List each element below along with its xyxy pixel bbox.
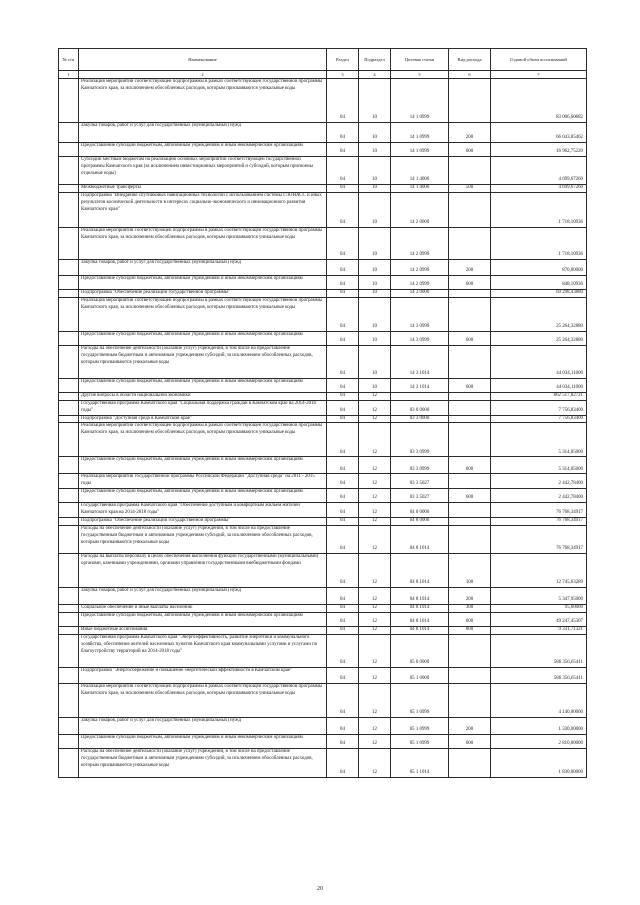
table-row [59, 525, 587, 553]
cell-podrazdel: 12 [359, 400, 391, 415]
header-podrazdel: Подраздел [359, 49, 391, 71]
cell-number [59, 143, 79, 157]
table-row [59, 553, 587, 587]
cell-number [59, 717, 79, 734]
cell-razdel: 04 [327, 143, 359, 157]
cell-sum: 44 034,11000 [491, 345, 587, 378]
cell-target-article: 03 3 0999 [391, 423, 449, 457]
header-expense-type: Вид расхода [449, 49, 491, 71]
cell-name: Предоставление субсидий бюджетным, автономным учреждениям и иным некоммерческим организациям [79, 331, 327, 345]
table-row [59, 259, 587, 275]
cell-razdel: 04 [327, 275, 359, 289]
cell-name: Предоставление субсидий бюджетным, автономным учреждениям и иным некоммерческим организациям [79, 143, 327, 157]
cell-name: Предоставление субсидий бюджетным, автономным учреждениям и иным некоммерческим организациям [79, 734, 327, 748]
cell-podrazdel: 12 [359, 474, 391, 489]
cell-sum: 1 830,00000 [491, 748, 587, 777]
cell-razdel: 04 [327, 748, 359, 777]
cell-number [59, 503, 79, 518]
cell-podrazdel: 12 [359, 518, 391, 526]
cell-sum: 69 298,43880 [491, 289, 587, 297]
cell-name: Реализация мероприятий соответствующей подпрограммы в рамках соответствующей государственной программы Камчатского края, за исключением обособленных расходов, которым присваиваются уникальные коды [79, 79, 327, 123]
cell-name: Предоставление субсидий бюджетным, автономным учреждениям и иным некоммерческим организациям [79, 612, 327, 626]
cell-sum: 44 034,11000 [491, 378, 587, 392]
cell-number [59, 518, 79, 526]
cell-name: Другие вопросы в области национальной экономики [79, 392, 327, 400]
header-col-number-6: 6 [449, 71, 491, 79]
cell-sum: 5 314,05000 [491, 423, 587, 457]
cell-expense-type: 600 [449, 734, 491, 748]
cell-name: Расходы на обеспечение деятельности (оказание услуг) учреждений, в том числе на предоставление государственным бюджетным и автономным учреждениям субсидий, за исключением обособленных расходов, которым присваиваются уникальные коды [79, 345, 327, 378]
cell-name: Реализация мероприятий государственной программы Российской Федерации "Доступная среда" на 2011 - 2015 годы [79, 474, 327, 489]
cell-number [59, 683, 79, 717]
cell-sum: 7 756,83400 [491, 400, 587, 415]
cell-sum: 49 247,45307 [491, 612, 587, 626]
cell-razdel: 04 [327, 518, 359, 526]
table-row [59, 626, 587, 634]
cell-expense-type [449, 683, 491, 717]
table-row [59, 157, 587, 185]
cell-sum: 12 745,63289 [491, 553, 587, 587]
cell-expense-type: 600 [449, 457, 491, 474]
cell-sum: 4 140,00000 [491, 683, 587, 717]
cell-sum: 4 699,67260 [491, 185, 587, 193]
header-num: № п/п [59, 49, 79, 71]
table-row [59, 474, 587, 489]
cell-podrazdel: 12 [359, 587, 391, 604]
cell-expense-type: 200 [449, 259, 491, 275]
cell-name: Подпрограмма "Внедрение спутниковых навигационных технологий с использованием системы ГЛОНАСС и иных результатов космической деятельности в интересах социально-экономического и инновационного развития Камчатского края" [79, 192, 327, 227]
cell-target-article: 04 8 1014 [391, 553, 449, 587]
cell-razdel: 04 [327, 717, 359, 734]
cell-expense-type [449, 297, 491, 331]
cell-razdel: 04 [327, 378, 359, 392]
table-row [59, 392, 587, 400]
cell-name: Государственная программа Камчатского края "Энергоэффективность, развитие энергетики и коммунального хозяйства, обеспечение жителей населенных пунктов Камчатского края коммунальными услугами и услугами по благоустройству территорий на 2014-2018 годы" [79, 634, 327, 667]
cell-name: Подпрограмма "Обеспечение реализации государственной программы" [79, 518, 327, 526]
cell-expense-type: 600 [449, 331, 491, 345]
cell-name: Расходы на обеспечение деятельности (оказание услуг) учреждений, в том числе на предоставление государственным бюджетным и автономным учреждениям субсидий, за исключением обособленных расходов, которым присваиваются уникальные коды [79, 525, 327, 553]
cell-expense-type: 600 [449, 612, 491, 626]
header-col-number-1: 1 [59, 71, 79, 79]
cell-podrazdel: 12 [359, 457, 391, 474]
cell-razdel: 04 [327, 259, 359, 275]
cell-target-article: 14 2 0999 [391, 275, 449, 289]
table-row [59, 143, 587, 157]
cell-sum: 2 442,78400 [491, 474, 587, 489]
cell-number [59, 123, 79, 143]
cell-razdel: 04 [327, 392, 359, 400]
cell-expense-type [449, 474, 491, 489]
cell-sum: 76 768,34917 [491, 525, 587, 553]
cell-number [59, 626, 79, 634]
table-header [59, 49, 587, 79]
header-col-number-4: 4 [359, 71, 391, 79]
table-row [59, 345, 587, 378]
cell-target-article: 05 1 0999 [391, 683, 449, 717]
cell-name: Закупка товаров, работ и услуг для государственных (муниципальных) нужд [79, 587, 327, 604]
cell-podrazdel: 10 [359, 378, 391, 392]
table-row [59, 297, 587, 331]
cell-razdel: 04 [327, 612, 359, 626]
cell-razdel: 04 [327, 489, 359, 503]
cell-name: Иные бюджетные ассигнования [79, 626, 327, 634]
cell-expense-type [449, 400, 491, 415]
table-row [59, 734, 587, 748]
cell-razdel: 04 [327, 667, 359, 683]
table-row [59, 612, 587, 626]
cell-expense-type: 200 [449, 123, 491, 143]
table-row [59, 423, 587, 457]
cell-podrazdel: 12 [359, 734, 391, 748]
header-razdel: Раздел [327, 49, 359, 71]
cell-number [59, 331, 79, 345]
cell-expense-type [449, 392, 491, 400]
cell-name: Предоставление субсидий бюджетным, автономным учреждениям и иным некоммерческим организациям [79, 457, 327, 474]
cell-name: Субсидии местным бюджетам на реализацию основных мероприятий соответствующей государственной программы Камчатского края (за исключением инвестиционных мероприятий и субсидий, которым присвоены отдельные коды) [79, 157, 327, 185]
cell-name: Расходы на обеспечение деятельности (оказание услуг) учреждений, в том числе на предоставление государственным бюджетным и автономным учреждениям субсидий, за исключением обособленных расходов, которым присваиваются уникальные коды [79, 748, 327, 777]
table-body [59, 79, 587, 778]
cell-razdel: 04 [327, 626, 359, 634]
cell-podrazdel: 12 [359, 415, 391, 423]
cell-podrazdel: 12 [359, 626, 391, 634]
cell-razdel: 04 [327, 227, 359, 259]
table-row [59, 634, 587, 667]
cell-number [59, 612, 79, 626]
cell-number [59, 423, 79, 457]
cell-podrazdel: 12 [359, 667, 391, 683]
cell-expense-type [449, 518, 491, 526]
cell-sum: 5 347,95000 [491, 587, 587, 604]
cell-expense-type [449, 503, 491, 518]
page-number: 20 [317, 886, 323, 892]
cell-target-article: 14 3 0999 [391, 297, 449, 331]
cell-target-article: 14 3 0999 [391, 331, 449, 345]
cell-podrazdel: 10 [359, 123, 391, 143]
cell-razdel: 04 [327, 289, 359, 297]
cell-razdel: 04 [327, 525, 359, 553]
cell-podrazdel: 10 [359, 185, 391, 193]
cell-razdel: 04 [327, 474, 359, 489]
cell-podrazdel: 10 [359, 331, 391, 345]
cell-expense-type: 600 [449, 489, 491, 503]
cell-expense-type: 600 [449, 143, 491, 157]
cell-expense-type [449, 415, 491, 423]
cell-number [59, 400, 79, 415]
table-row [59, 79, 587, 123]
cell-sum: 848,10936 [491, 275, 587, 289]
cell-number [59, 192, 79, 227]
table-row [59, 192, 587, 227]
cell-target-article [391, 392, 449, 400]
cell-number [59, 553, 79, 587]
cell-target-article: 04 0 0000 [391, 503, 449, 518]
cell-sum: 76 768,34917 [491, 518, 587, 526]
cell-number [59, 345, 79, 378]
cell-podrazdel: 10 [359, 297, 391, 331]
cell-target-article: 04 8 1014 [391, 525, 449, 553]
cell-target-article: 14 1 0999 [391, 143, 449, 157]
cell-expense-type [449, 79, 491, 123]
cell-name: Государственная программа Камчатского края "Обеспечение доступным и комфортным жильем жителей Камчатского края на 2014-2018 годы" [79, 503, 327, 518]
cell-number [59, 667, 79, 683]
cell-target-article: 14 3 1014 [391, 345, 449, 378]
cell-target-article: 04 8 0000 [391, 518, 449, 526]
header-col-number-3: 3 [327, 71, 359, 79]
cell-target-article: 14 1 4006 [391, 157, 449, 185]
cell-target-article: 14 2 0999 [391, 259, 449, 275]
table-row [59, 748, 587, 777]
cell-name: Закупка товаров, работ и услуг для государственных (муниципальных) нужд [79, 717, 327, 734]
cell-podrazdel: 10 [359, 259, 391, 275]
cell-podrazdel: 12 [359, 423, 391, 457]
cell-sum: 5 314,05000 [491, 457, 587, 474]
cell-target-article: 14 2 0999 [391, 227, 449, 259]
cell-razdel: 04 [327, 683, 359, 717]
cell-razdel: 04 [327, 185, 359, 193]
cell-podrazdel: 10 [359, 289, 391, 297]
cell-sum: 2 810,00000 [491, 734, 587, 748]
table-row [59, 518, 587, 526]
cell-expense-type: 600 [449, 275, 491, 289]
cell-name: Подпрограмма "Обеспечение реализации государственной программы" [79, 289, 327, 297]
cell-expense-type [449, 345, 491, 378]
cell-name: Государственная программа Камчатского края "Социальная поддержка граждан в Камчатском крае на 2014-2018 годы" [79, 400, 327, 415]
cell-expense-type: 300 [449, 604, 491, 612]
cell-podrazdel: 10 [359, 143, 391, 157]
cell-number [59, 157, 79, 185]
table-row [59, 275, 587, 289]
cell-number [59, 587, 79, 604]
cell-target-article: 03 3 5027 [391, 489, 449, 503]
cell-podrazdel: 10 [359, 227, 391, 259]
cell-number [59, 748, 79, 777]
cell-sum: 16 962,75220 [491, 143, 587, 157]
cell-sum: 586 356,65411 [491, 634, 587, 667]
cell-sum: 83 006,60682 [491, 79, 587, 123]
cell-name: Закупка товаров, работ и услуг для государственных (муниципальных) нужд [79, 123, 327, 143]
cell-name: Реализация мероприятий соответствующей подпрограммы в рамках соответствующей государственной программы Камчатского края, за исключением обособленных расходов, которым присваиваются уникальные коды [79, 423, 327, 457]
cell-podrazdel: 10 [359, 345, 391, 378]
cell-sum: 1 718,10936 [491, 192, 587, 227]
cell-number [59, 457, 79, 474]
cell-number [59, 79, 79, 123]
cell-target-article: 03 3 0999 [391, 457, 449, 474]
cell-number [59, 734, 79, 748]
cell-sum: 9 331,71321 [491, 626, 587, 634]
cell-name: Межбюджетные трансферты [79, 185, 327, 193]
table-row [59, 185, 587, 193]
header-col-number-7: 7 [491, 71, 587, 79]
cell-razdel: 04 [327, 123, 359, 143]
header-col-number-5: 5 [391, 71, 449, 79]
table-row [59, 503, 587, 518]
cell-sum: 2 442,78400 [491, 489, 587, 503]
cell-name: Социальное обеспечение и иные выплаты населению [79, 604, 327, 612]
cell-target-article: 04 8 1014 [391, 587, 449, 604]
cell-target-article: 04 8 1014 [391, 604, 449, 612]
header-name: Наименование [79, 49, 327, 71]
cell-razdel: 04 [327, 457, 359, 474]
cell-podrazdel: 12 [359, 717, 391, 734]
cell-target-article: 04 8 1014 [391, 612, 449, 626]
cell-razdel: 04 [327, 415, 359, 423]
cell-podrazdel: 12 [359, 634, 391, 667]
cell-expense-type: 500 [449, 185, 491, 193]
cell-razdel: 04 [327, 604, 359, 612]
cell-name: Реализация мероприятий соответствующей подпрограммы в рамках соответствующей государственной программы Камчатского края, за исключением обособленных расходов, которым присваиваются уникальные коды [79, 227, 327, 259]
cell-expense-type: 600 [449, 378, 491, 392]
cell-number [59, 415, 79, 423]
cell-podrazdel: 12 [359, 392, 391, 400]
cell-number [59, 227, 79, 259]
cell-razdel: 04 [327, 553, 359, 587]
cell-number [59, 289, 79, 297]
cell-razdel: 04 [327, 734, 359, 748]
cell-razdel: 04 [327, 503, 359, 518]
cell-razdel: 04 [327, 79, 359, 123]
cell-number [59, 489, 79, 503]
cell-sum: 25 264,32880 [491, 331, 587, 345]
cell-name: Расходы на выплаты персоналу в целях обеспечения выполнения функций государственными (муниципальными) органами, казенными учреждениями, органами управления государственными внебюджетными фондами [79, 553, 327, 587]
cell-razdel: 04 [327, 157, 359, 185]
cell-target-article: 05 1 1014 [391, 748, 449, 777]
cell-sum: 66 043,85462 [491, 123, 587, 143]
cell-podrazdel: 10 [359, 192, 391, 227]
cell-razdel: 04 [327, 297, 359, 331]
table-row [59, 331, 587, 345]
cell-number [59, 185, 79, 193]
cell-podrazdel: 10 [359, 157, 391, 185]
cell-name: Реализация мероприятий соответствующей подпрограммы в рамках соответствующей государственной программы Камчатского края, за исключением обособленных расходов, которым присваиваются уникальные коды [79, 297, 327, 331]
cell-name: Предоставление субсидий бюджетным, автономным учреждениям и иным некоммерческим организациям [79, 489, 327, 503]
table-row [59, 587, 587, 604]
cell-podrazdel: 12 [359, 503, 391, 518]
cell-number [59, 378, 79, 392]
cell-podrazdel: 12 [359, 612, 391, 626]
cell-expense-type: 200 [449, 587, 491, 604]
cell-podrazdel: 12 [359, 489, 391, 503]
table-row [59, 378, 587, 392]
cell-target-article: 03 0 0000 [391, 400, 449, 415]
cell-sum: 870,00000 [491, 259, 587, 275]
cell-number [59, 275, 79, 289]
cell-podrazdel: 12 [359, 683, 391, 717]
cell-expense-type: 100 [449, 553, 491, 587]
table-row [59, 667, 587, 683]
cell-number [59, 634, 79, 667]
cell-target-article: 04 8 1014 [391, 626, 449, 634]
cell-expense-type [449, 227, 491, 259]
cell-podrazdel: 12 [359, 604, 391, 612]
budget-table-sheet [58, 48, 586, 778]
cell-target-article: 03 3 5027 [391, 474, 449, 489]
table-row [59, 489, 587, 503]
cell-target-article: 05 1 0999 [391, 734, 449, 748]
cell-name: Предоставление субсидий бюджетным, автономным учреждениям и иным некоммерческим организациям [79, 275, 327, 289]
cell-sum: 586 356,65411 [491, 667, 587, 683]
cell-sum: 862 517,82721 [491, 392, 587, 400]
cell-target-article: 05 1 0999 [391, 717, 449, 734]
cell-number [59, 297, 79, 331]
cell-razdel: 04 [327, 423, 359, 457]
cell-sum: 7 756,83400 [491, 415, 587, 423]
cell-name: Предоставление субсидий бюджетным, автономным учреждениям и иным некоммерческим организациям [79, 378, 327, 392]
table-row [59, 227, 587, 259]
cell-sum: 76 768,34917 [491, 503, 587, 518]
cell-sum: 1 718,10936 [491, 227, 587, 259]
cell-expense-type: 800 [449, 626, 491, 634]
cell-target-article: 14 3 1014 [391, 378, 449, 392]
table-row [59, 604, 587, 612]
cell-target-article: 14 1 0999 [391, 79, 449, 123]
cell-expense-type: 200 [449, 717, 491, 734]
table-row [59, 457, 587, 474]
cell-expense-type [449, 667, 491, 683]
budget-table [58, 48, 587, 778]
cell-razdel: 04 [327, 345, 359, 378]
cell-target-article: 14 2 0000 [391, 192, 449, 227]
cell-podrazdel: 12 [359, 525, 391, 553]
cell-target-article: 14 3 0000 [391, 289, 449, 297]
cell-podrazdel: 12 [359, 553, 391, 587]
cell-sum: 4 699,67260 [491, 157, 587, 185]
cell-expense-type [449, 423, 491, 457]
header-col-number-2: 2 [79, 71, 327, 79]
cell-podrazdel: 12 [359, 748, 391, 777]
header-annual-sum: Годовой объем ассигнований [491, 49, 587, 71]
cell-number [59, 259, 79, 275]
header-target-article: Целевая статья [391, 49, 449, 71]
cell-number [59, 392, 79, 400]
cell-sum: 1 330,00000 [491, 717, 587, 734]
cell-razdel: 04 [327, 587, 359, 604]
table-row [59, 289, 587, 297]
cell-number [59, 474, 79, 489]
cell-name: Подпрограмма "Энергосбережение и повышение энергетической эффективности в Камчатском крае" [79, 667, 327, 683]
cell-expense-type [449, 157, 491, 185]
cell-name: Реализация мероприятий соответствующей подпрограммы в рамках соответствующей государственной программы Камчатского края, за исключением обособленных расходов, которым присваиваются уникальные коды [79, 683, 327, 717]
cell-podrazdel: 10 [359, 79, 391, 123]
cell-expense-type [449, 525, 491, 553]
cell-expense-type [449, 748, 491, 777]
table-row [59, 400, 587, 415]
cell-razdel: 04 [327, 634, 359, 667]
cell-target-article: 03 3 0000 [391, 415, 449, 423]
cell-razdel: 04 [327, 192, 359, 227]
cell-expense-type [449, 289, 491, 297]
table-row [59, 717, 587, 734]
cell-target-article: 05 0 0000 [391, 634, 449, 667]
cell-number [59, 525, 79, 553]
cell-target-article: 14 1 4006 [391, 185, 449, 193]
table-row [59, 123, 587, 143]
table-row [59, 683, 587, 717]
cell-name: Закупка товаров, работ и услуг для государственных (муниципальных) нужд [79, 259, 327, 275]
cell-sum: 95,60000 [491, 604, 587, 612]
cell-name: Подпрограмма "Доступная среда в Камчатском крае" [79, 415, 327, 423]
cell-target-article: 14 1 0999 [391, 123, 449, 143]
cell-target-article: 05 1 0000 [391, 667, 449, 683]
cell-sum: 25 264,32880 [491, 297, 587, 331]
cell-number [59, 604, 79, 612]
cell-razdel: 04 [327, 331, 359, 345]
table-row [59, 415, 587, 423]
cell-razdel: 04 [327, 400, 359, 415]
cell-podrazdel: 10 [359, 275, 391, 289]
cell-expense-type [449, 192, 491, 227]
cell-expense-type [449, 634, 491, 667]
